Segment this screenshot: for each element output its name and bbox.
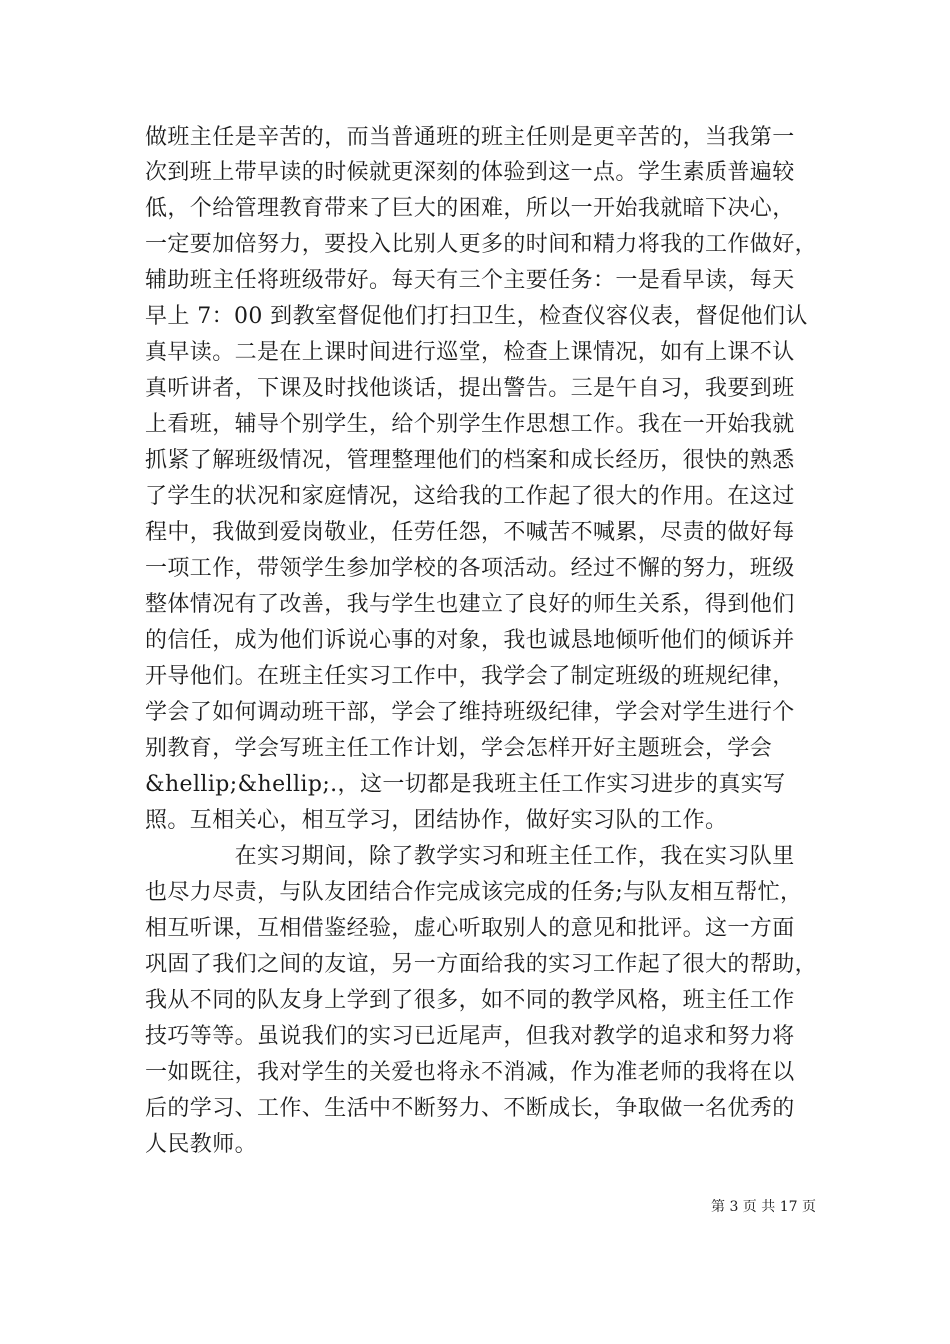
text-line: 开导他们。在班主任实习工作中，我学会了制定班级的班规纪律，	[145, 664, 795, 689]
text-line: 真听讲者，下课及时找他谈话，提出警告。三是午自习，我要到班	[145, 376, 795, 401]
text-line: 整体情况有了改善，我与学生也建立了良好的师生关系，得到他们	[145, 592, 795, 617]
text-line: 学会了如何调动班干部，学会了维持班级纪律，学会对学生进行个	[145, 700, 795, 725]
page-number: 第 3 页 共 17 页	[711, 1199, 816, 1215]
text-line: 早上 7：00 到教室督促他们打扫卫生，检查仪容仪表，督促他们认	[145, 304, 808, 329]
text-line: 在实习期间，除了教学实习和班主任工作，我在实习队里	[145, 844, 795, 869]
text-line: 技巧等等。虽说我们的实习已近尾声，但我对教学的追求和努力将	[145, 1024, 795, 1049]
text-line: 照。互相关心，相互学习，团结协作，做好实习队的工作。	[145, 808, 728, 833]
text-line: 也尽力尽责，与队友团结合作完成该完成的任务;与队友相互帮忙，	[145, 880, 803, 905]
text-line: 做班主任是辛苦的，而当普通班的班主任则是更辛苦的，当我第一	[145, 125, 795, 150]
text-line: 我从不同的队友身上学到了很多，如不同的教学风格，班主任工作	[145, 988, 795, 1013]
text-line: 抓紧了解班级情况，管理整理他们的档案和成长经历，很快的熟悉	[145, 448, 795, 473]
text-line: 低，个给管理教育带来了巨大的困难，所以一开始我就暗下决心，	[145, 196, 795, 221]
text-line: 别教育，学会写班主任工作计划，学会怎样开好主题班会，学会	[145, 736, 773, 761]
text-line: 次到班上带早读的时候就更深刻的体验到这一点。学生素质普遍较	[145, 160, 795, 185]
text-line: 真早读。二是在上课时间进行巡堂，检查上课情况，如有上课不认	[145, 340, 795, 365]
text-line: 一定要加倍努力，要投入比别人更多的时间和精力将我的工作做好，	[145, 232, 818, 257]
text-line: 了学生的状况和家庭情况，这给我的工作起了很大的作用。在这过	[145, 484, 795, 509]
text-line: 一项工作，带领学生参加学校的各项活动。经过不懈的努力，班级	[145, 556, 795, 581]
text-line: &hellip;&hellip;.，这一切都是我班主任工作实习进步的真实写	[145, 772, 786, 797]
text-line: 相互听课，互相借鉴经验，虚心听取别人的意见和批评。这一方面	[145, 916, 795, 941]
text-line: 上看班，辅导个别学生，给个别学生作思想工作。我在一开始我就	[145, 412, 795, 437]
text-line: 程中，我做到爱岗敬业，任劳任怨，不喊苦不喊累，尽责的做好每	[145, 520, 795, 545]
text-line: 辅助班主任将班级带好。每天有三个主要任务：一是看早读，每天	[145, 268, 795, 293]
text-line: 一如既往，我对学生的关爱也将永不消减，作为准老师的我将在以	[145, 1060, 795, 1085]
text-line: 巩固了我们之间的友谊，另一方面给我的实习工作起了很大的帮助，	[145, 952, 818, 977]
text-line: 人民教师。	[145, 1132, 258, 1157]
text-line: 后的学习、工作、生活中不断努力、不断成长，争取做一名优秀的	[145, 1096, 795, 1121]
text-line: 的信任，成为他们诉说心事的对象，我也诚恳地倾听他们的倾诉并	[145, 628, 795, 653]
